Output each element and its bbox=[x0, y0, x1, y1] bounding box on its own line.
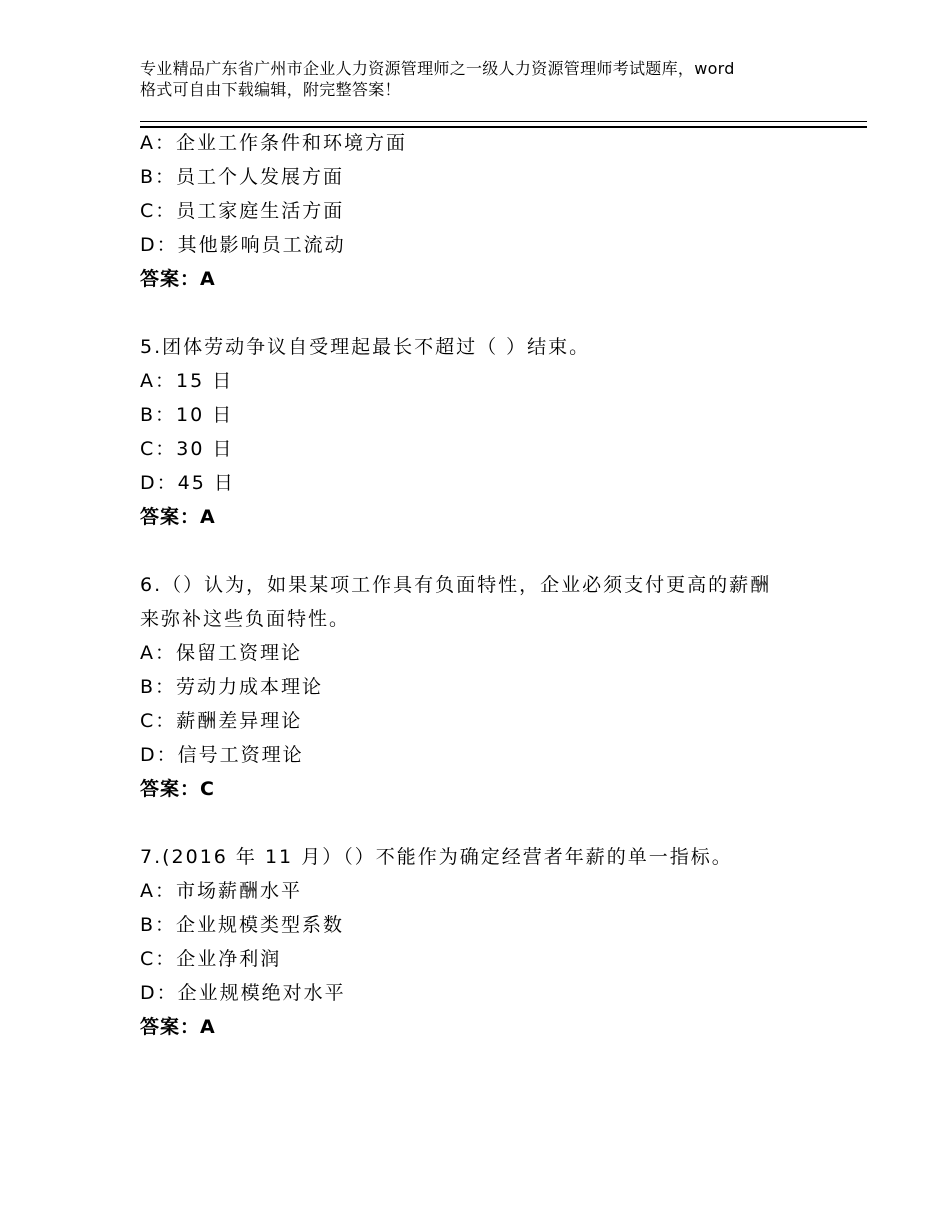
answer-line: 答案：C bbox=[140, 778, 215, 800]
option-d: D：企业规模绝对水平 bbox=[140, 982, 346, 1004]
spacer bbox=[140, 534, 820, 568]
question-4 bbox=[140, 126, 820, 296]
question-stem: 5.团体劳动争议自受理起最长不超过（ ）结束。 bbox=[140, 336, 591, 358]
option-b: B：劳动力成本理论 bbox=[140, 676, 324, 698]
question-5 bbox=[140, 330, 820, 534]
question-stem: 7.(2016 年 11 月）（）不能作为确定经营者年薪的单一指标。 bbox=[140, 846, 733, 868]
option-a: A：企业工作条件和环境方面 bbox=[140, 132, 407, 154]
option-c: C：薪酬差异理论 bbox=[140, 710, 303, 732]
option-a: A：15 日 bbox=[140, 370, 234, 392]
option-d: D：信号工资理论 bbox=[140, 744, 304, 766]
answer-line: 答案：A bbox=[140, 268, 216, 290]
option-b: B：员工个人发展方面 bbox=[140, 166, 345, 188]
header-line-1: 专业精品广东省广州市企业人力资源管理师之一级人力资源管理师考试题库，word bbox=[140, 59, 735, 78]
option-a: A：保留工资理论 bbox=[140, 642, 302, 664]
option-d: D：其他影响员工流动 bbox=[140, 234, 346, 256]
option-b: B：企业规模类型系数 bbox=[140, 914, 345, 936]
question-stem-continued: 来弥补这些负面特性。 bbox=[140, 608, 351, 630]
option-c: C：30 日 bbox=[140, 438, 234, 460]
question-list bbox=[140, 126, 820, 1044]
document-header bbox=[140, 58, 820, 100]
header-line-2: 格式可自由下载编辑，附完整答案！ bbox=[140, 80, 401, 99]
answer-line: 答案：A bbox=[140, 506, 216, 528]
question-6 bbox=[140, 568, 820, 806]
option-b: B：10 日 bbox=[140, 404, 234, 426]
option-c: C：员工家庭生活方面 bbox=[140, 200, 345, 222]
option-a: A：市场薪酬水平 bbox=[140, 880, 302, 902]
answer-line: 答案：A bbox=[140, 1016, 216, 1038]
spacer bbox=[140, 806, 820, 840]
question-stem: 6.（）认为，如果某项工作具有负面特性，企业必须支付更高的薪酬 bbox=[140, 574, 772, 596]
option-c: C：企业净利润 bbox=[140, 948, 282, 970]
spacer bbox=[140, 296, 820, 330]
question-7 bbox=[140, 840, 820, 1044]
option-d: D：45 日 bbox=[140, 472, 235, 494]
